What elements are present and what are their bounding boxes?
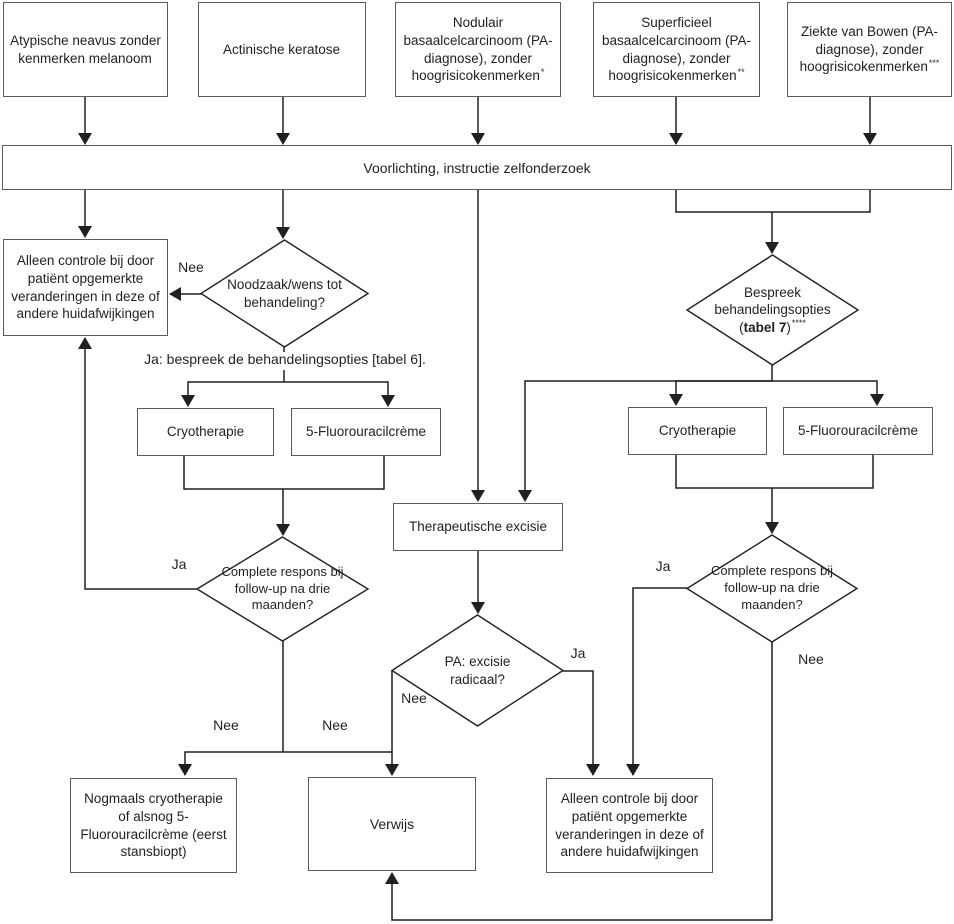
decision-pa-excisie-radicaal [392,615,563,726]
box-label: 5-Fluorouracilcrème [797,423,919,439]
decision-bespreek-behandelingsopties [687,255,858,365]
box-label: Ziekte van Bowen (PA-diagnose), zonder hoogrisicokenmerken [799,23,939,75]
decision-noodzaak-wens [201,240,368,347]
box-label: Cryotherapie [166,424,245,440]
box-nogmaals-cryotherapie [70,778,237,873]
label-nee-noodzaak: Nee [178,259,204,275]
label-nee-respons-right: Nee [798,651,824,667]
box-alleen-controle-left [3,239,168,336]
box-label: Atypische neavus zonder kenmerken melanoom [10,32,161,66]
arrow-respons-left-ja [85,338,197,589]
label-nee-respons-left-b: Nee [322,717,348,733]
box-cryotherapie-left [137,408,274,456]
box-fluorouracilcreme-right [783,407,933,455]
label-ja-pa: Ja [570,645,586,661]
footnote-marker: ** [737,66,745,77]
footnote-marker: *** [928,57,940,68]
box-label: 5-Fluorouracilcrème [305,424,427,440]
decision-label-line3-close: ) [786,319,791,335]
box-atypische-naevus [3,2,168,97]
box-label: Cryotherapie [658,423,737,439]
arrow-pa-ja-to-controle-right [563,671,593,775]
decision-label: Noodzaak/wens tot behandeling? [227,276,342,310]
box-therapeutische-excisie [393,503,563,551]
box-label: Verwijs [369,815,415,832]
box-label: Therapeutische excisie [408,519,548,535]
decision-label-line3-open: ( [739,319,744,335]
connector-sbcc-bowen-join [676,190,870,212]
arrow-to-cryotherapie-left [188,382,284,406]
decision-complete-respons-left [197,537,368,641]
arrow-to-fluorouracil-right [772,381,877,405]
box-fluorouracilcreme-left [291,408,441,456]
decision-label-line1: Bespreek [743,284,802,300]
label-nee-respons-left-a: Nee [213,717,239,733]
decision-label: Complete respons bij follow-up na drie maanden? [221,563,344,613]
footnote-marker: * [540,66,545,77]
box-label: Alleen controle bij door patiënt opgemerkte veranderingen in deze of andere huidafwijkingen [11,252,160,322]
box-nodulair-bcc [395,2,561,97]
connector-right-treatments-merge [676,455,873,488]
label-ja-respons-left: Ja [171,556,187,572]
banner-label: Voorlichting, instructie zelfonderzoek [363,159,591,176]
decision-label: Complete respons bij follow-up na drie maanden? [710,563,834,612]
arrow-to-nogmaals [185,752,283,775]
box-label: Nogmaals cryotherapie of alsnog 5-Fluorouracilcrème (eerst stansbiopt) [80,790,227,860]
label-ja-tabel6-note: Ja: bespreek de behandelingsopties [tabel 6]. [140,352,430,370]
box-label: Alleen controle bij door patiënt opgemerkte veranderingen in deze of andere huidafwijkingen [555,790,704,860]
decision-label: PA: excisie radicaal? [444,653,511,687]
banner-voorlichting [2,145,952,190]
box-label: Superficieel basaalcelcarcinoom (PA-diagnose), zonder hoogrisicokenmerken [601,14,752,84]
arrow-to-fluorouracil-left [284,382,388,406]
footnote-marker: **** [791,318,806,329]
box-label: Nodulair basaalcelcarcinoom (PA-diagnose), zonder hoogrisicokenmerken [403,14,553,84]
arrow-to-cryotherapie-right [676,381,772,405]
decision-complete-respons-right [687,535,857,642]
box-superficieel-bcc [593,2,760,97]
label-ja-respons-right: Ja [655,558,671,574]
box-verwijs [308,777,476,871]
arrow-respons-right-ja [633,588,687,775]
box-alleen-controle-right [546,778,713,873]
box-actinische-keratose [198,2,366,97]
box-label: Actinische keratose [222,41,341,57]
box-cryotherapie-right [628,407,767,455]
box-ziekte-van-bowen [787,2,952,97]
label-nee-pa: Nee [401,690,427,706]
decision-label-tabel7: tabel 7 [743,319,787,335]
connector-left-treatments-merge [184,456,384,489]
decision-label-line2: behandelingsopties [714,302,831,318]
